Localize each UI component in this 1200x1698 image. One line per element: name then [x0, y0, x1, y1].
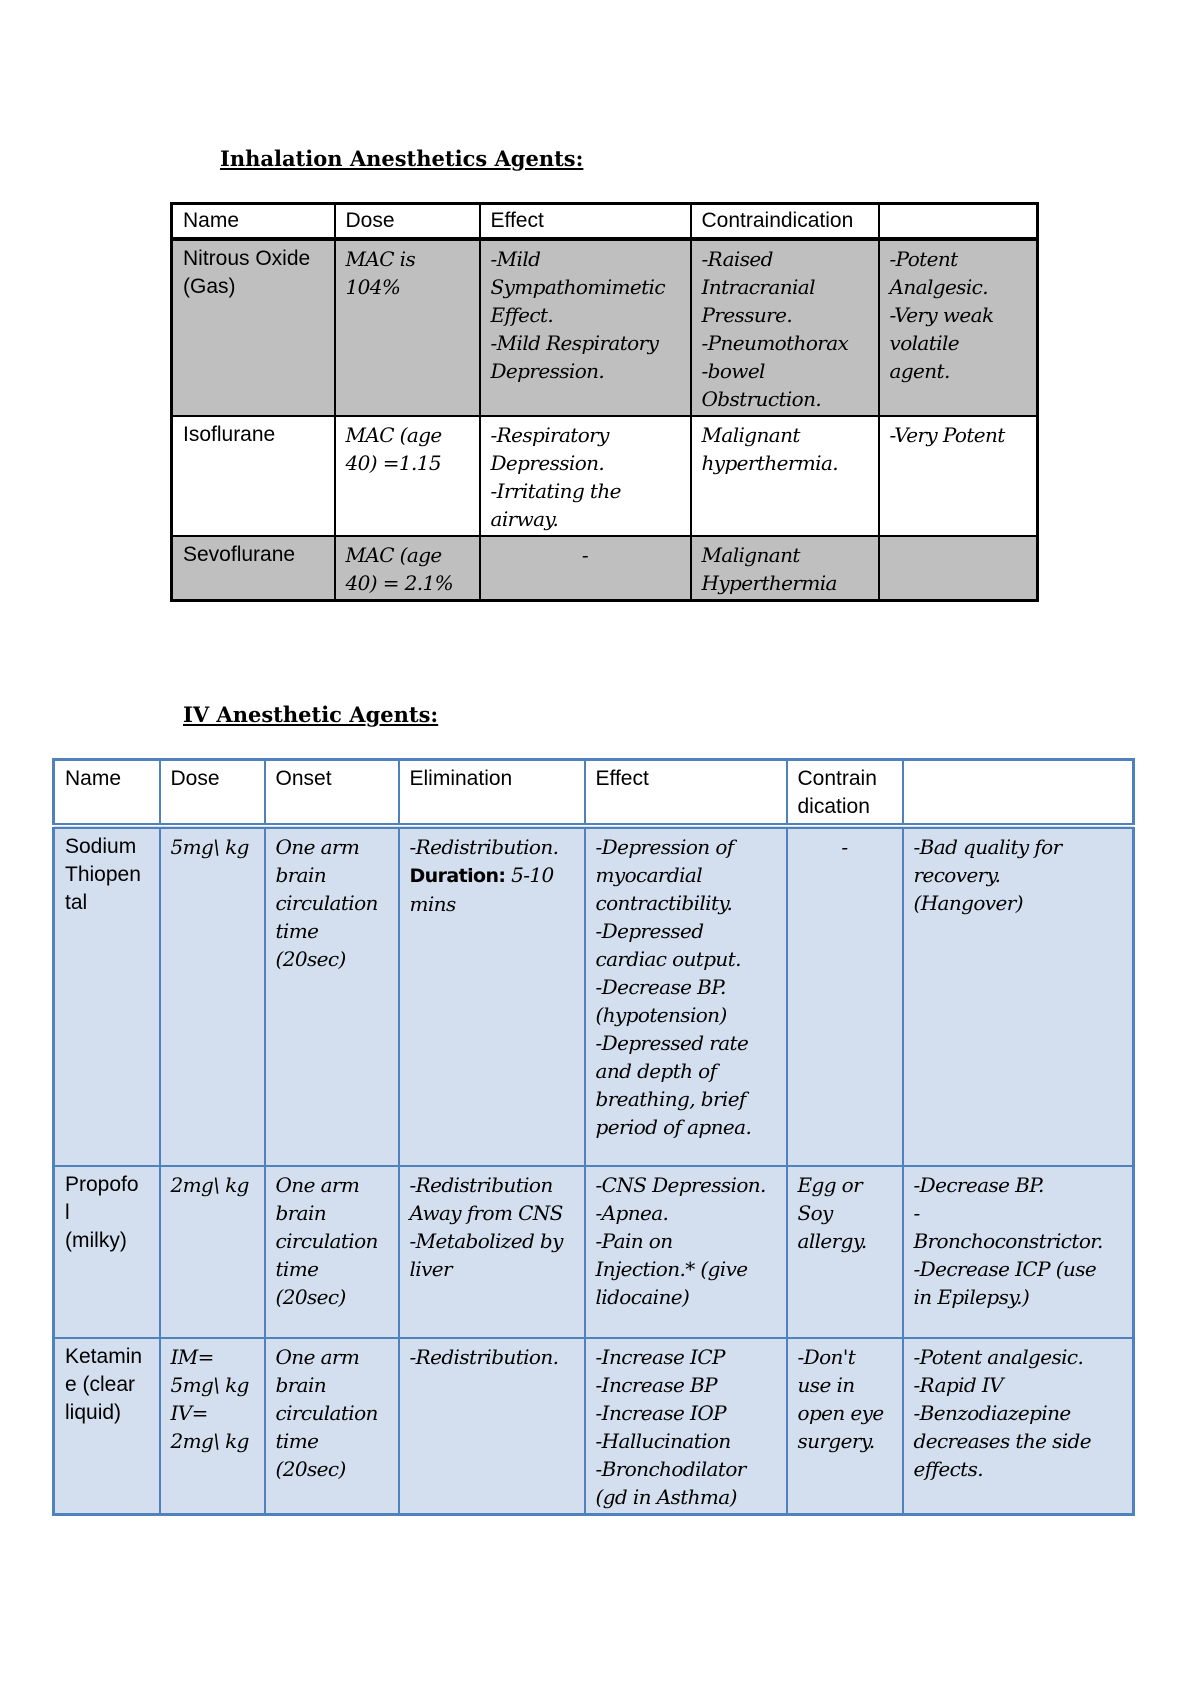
- header-notes: [903, 760, 1134, 827]
- agent-notes: -Bad quality for recovery. (Hangover): [903, 826, 1134, 1166]
- agent-name: Sodium Thiopen tal: [54, 826, 160, 1166]
- agent-contraindication: Malignant hyperthermia.: [691, 416, 879, 536]
- agent-name: Sevoflurane: [172, 536, 335, 601]
- agent-effect: -Respiratory Depression. -Irritating the airway.: [480, 416, 691, 536]
- agent-elimination: [399, 826, 585, 1166]
- agent-name: Nitrous Oxide (Gas): [172, 239, 335, 416]
- agent-notes: -Very Potent: [879, 416, 1038, 536]
- agent-onset: One arm brain circulation time (20sec): [265, 1338, 399, 1515]
- agent-contraindication: Egg or Soy allergy.: [787, 1166, 903, 1338]
- header-dose: Dose: [160, 760, 265, 827]
- agent-dose: 5mg\ kg: [160, 826, 265, 1166]
- agent-elimination: -Redistribution Away from CNS -Metabolized by liver: [399, 1166, 585, 1338]
- agent-contraindication: -Don't use in open eye surgery.: [787, 1338, 903, 1515]
- header-elimination: Elimination: [399, 760, 585, 827]
- header-effect: Effect: [585, 760, 787, 827]
- agent-name: Isoflurane: [172, 416, 335, 536]
- agent-effect: -Depression of myocardial contractibility. -Depressed cardiac output. -Decrease BP. (hypotension) -Depressed rate and depth of breathing, brief period of apnea.: [585, 826, 787, 1166]
- agent-dose: 2mg\ kg: [160, 1166, 265, 1338]
- agent-contraindication: Malignant Hyperthermia: [691, 536, 879, 601]
- table-header-row: [172, 204, 1038, 240]
- table-row: [172, 239, 1038, 416]
- agent-effect: -Increase ICP -Increase BP -Increase IOP -Hallucination -Bronchodilator (gd in Asthma): [585, 1338, 787, 1515]
- inhalation-table: [170, 202, 1039, 602]
- header-name: Name: [54, 760, 160, 827]
- agent-notes: -Potent analgesic. -Rapid IV -Benzodiazepine decreases the side effects.: [903, 1338, 1134, 1515]
- header-notes: [879, 204, 1038, 240]
- iv-table: [52, 758, 1135, 1516]
- duration-label: Duration:: [409, 865, 506, 887]
- agent-dose: MAC (age 40) = 2.1%: [335, 536, 480, 601]
- header-name: Name: [172, 204, 335, 240]
- header-onset: Onset: [265, 760, 399, 827]
- agent-effect: -: [480, 536, 691, 601]
- table-row: [54, 1338, 1134, 1515]
- agent-notes: -Decrease BP. - Bronchoconstrictor. -Decrease ICP (use in Epilepsy.): [903, 1166, 1134, 1338]
- header-dose: Dose: [335, 204, 480, 240]
- agent-elimination: -Redistribution.: [399, 1338, 585, 1515]
- agent-contraindication: -Raised Intracranial Pressure. -Pneumothorax -bowel Obstruction.: [691, 239, 879, 416]
- agent-dose: MAC is 104%: [335, 239, 480, 416]
- header-effect: Effect: [480, 204, 691, 240]
- table-header-row: [54, 760, 1134, 827]
- agent-onset: One arm brain circulation time (20sec): [265, 1166, 399, 1338]
- agent-name: Propofo l (milky): [54, 1166, 160, 1338]
- duration-value: 5-10 mins: [409, 863, 554, 916]
- elimination-text: -Redistribution.: [409, 835, 559, 859]
- agent-contraindication: -: [787, 826, 903, 1166]
- agent-notes: [879, 536, 1038, 601]
- agent-dose: IM= 5mg\ kg IV= 2mg\ kg: [160, 1338, 265, 1515]
- table-row: [54, 826, 1134, 1166]
- agent-onset: One arm brain circulation time (20sec): [265, 826, 399, 1166]
- agent-name: Ketamin e (clear liquid): [54, 1338, 160, 1515]
- agent-effect: -Mild Sympathomimetic Effect. -Mild Respiratory Depression.: [480, 239, 691, 416]
- agent-notes: -Potent Analgesic. -Very weak volatile agent.: [879, 239, 1038, 416]
- inhalation-heading: Inhalation Anesthetics Agents:: [220, 146, 584, 171]
- table-row: [54, 1166, 1134, 1338]
- header-contraindication: Contrain dication: [787, 760, 903, 827]
- agent-dose: MAC (age 40) =1.15: [335, 416, 480, 536]
- table-row: [172, 536, 1038, 601]
- table-row: [172, 416, 1038, 536]
- header-contraindication: Contraindication: [691, 204, 879, 240]
- agent-effect: -CNS Depression. -Apnea. -Pain on Injection.* (give lidocaine): [585, 1166, 787, 1338]
- iv-heading: IV Anesthetic Agents:: [183, 702, 439, 727]
